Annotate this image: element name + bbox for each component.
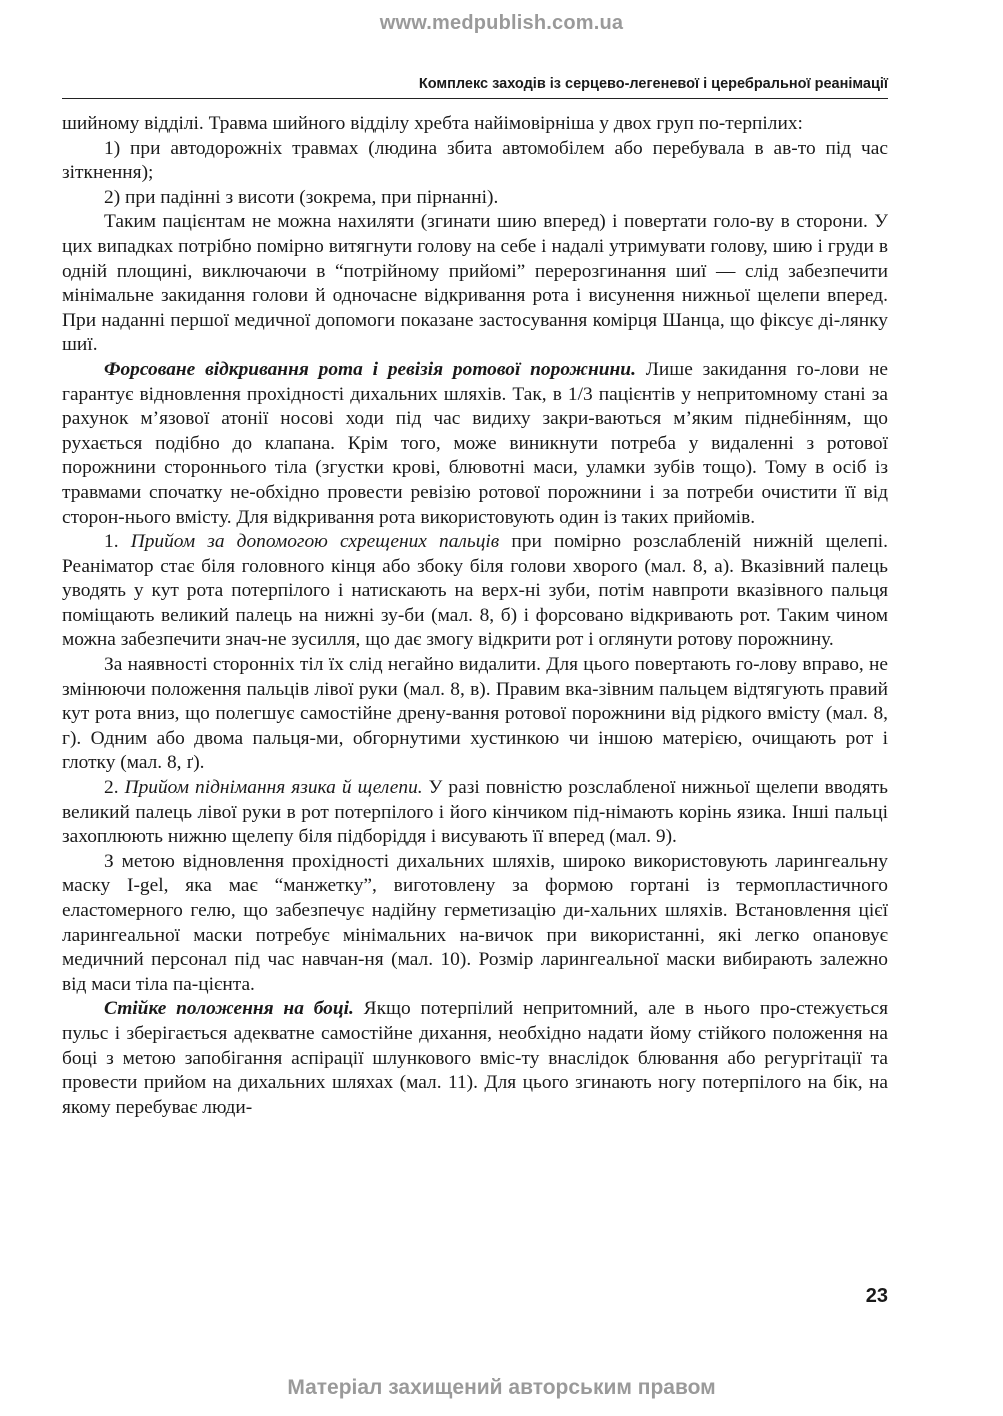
- paragraph-text: За наявності сторонніх тіл їх слід негайно видалити. Для цього повертають го-лову вправо, не змінюючи положення пальців лівої руки (мал. 8, в). Правим вка-зівним пальцем відтягують правий кут рота вниз, що полегшує самостійне дрену-вання ротової порожнини від рідкого вмісту (мал. 8, г). Одним або двома пальця-ми, обгорнутими хустинкою чи іншою матерією, очищають рот і глотку (мал. 8, ґ).: [62, 654, 888, 774]
- paragraph-7: [62, 653, 888, 776]
- paragraph-10: [62, 997, 888, 1120]
- watermark-top: www.medpublish.com.ua: [379, 12, 624, 34]
- paragraph-9: [62, 850, 888, 998]
- method-lead: Прийом піднімання язика й щелепи.: [124, 777, 423, 799]
- watermark-bottom: Матеріал захищений авторським правом: [287, 1376, 716, 1399]
- paragraph-1: [62, 112, 888, 137]
- paragraph-text: У разі повністю розслабленої нижньої щелепи вводять великий палець лівої руки в рот потерпілого і його кінчиком під-німають корінь язика. Інші пальці захоплюють нижню щелепу біля підборіддя і висувають її вперед (мал. 9).: [62, 777, 888, 848]
- paragraph-3: [62, 186, 888, 211]
- paragraph-text: 2) при падінні з висоти (зокрема, при пірнанні).: [104, 186, 499, 208]
- header-rule: [62, 98, 888, 99]
- body-text: [62, 112, 888, 1120]
- paragraph-8: [62, 776, 888, 850]
- paragraph-5: [62, 358, 888, 530]
- paragraph-2: [62, 137, 888, 186]
- item-number: 1.: [104, 531, 131, 553]
- paragraph-text: З метою відновлення прохідності дихальних шляхів, широко використовують ларингеальну маску I-gel, яка має “манжетку”, виготовлену за формою гортані із термопластичного еластомерного гелю, що забезпечує надійну герметизацію ди-хальних шляхів. Встановлення цієї ларингеальної маски потребує мінімальних на-вичок при використанні, які легко опановує медичний персонал під час навчан-ня (мал. 10). Розмір ларингеальної маски вибирають залежно від маси тіла па-цієнта.: [62, 850, 888, 995]
- paragraph-4: [62, 210, 888, 358]
- paragraph-text: Якщо потерпілий непритомний, але в нього про-стежується пульс і зберігається адекватне самостійне дихання, необхідно надати йому стійкого положення на боці з метою запобігання аспірації шлункового вміс-ту внаслідок блювання або регургітації та провести прийом на дихальних шляхах (мал. 11). Для цього згинають ногу потерпілого на бік, на якому перебуває люди-: [62, 998, 888, 1118]
- paragraph-text: шийному відділі. Травма шийного відділу хребта найімовірніша у двох груп по-терпілих:: [62, 113, 803, 134]
- item-number: 2.: [104, 777, 125, 799]
- method-lead: Прийом за допомогою схрещених пальців: [130, 531, 500, 553]
- paragraph-text: Таким пацієнтам не можна нахиляти (згинати шию вперед) і повертати голо-ву в сторони. У цих випадках потрібно помірно витягнути голову на себе і надалі утримувати голову, шию і груди в одній площині, виключаючи в “потрійному прийомі” перерозгинання шиї — слід забезпечити мінімальне закидання голови й одночасне відкривання рота і висунення нижньої щелепи вперед. При наданні першої медичної допомоги показане застосування комірця Шанца, що фіксує ді-лянку шиї.: [62, 211, 888, 356]
- running-header: Комплекс заходів із серцево-легеневої і церебральної реанімації: [418, 76, 888, 92]
- paragraph-text: Лише закидання го-лови не гарантує відновлення прохідності дихальних шляхів. Так, в 1/3 пацієнтів у непритомному стані за рахунок м’язової атонії носові ходи під час видиху закри-ваються м’яким піднебінням, що рухається подібно до клапана. Крім того, може виникнути потреба у видаленні з ротової порожнини стороннього тіла (згустки крові, блювотні маси, уламки зубів тощо). Тому в осіб із травмами спочатку не-обхідно провести ревізію ротової порожнини і за потреби очистити її від сторон-нього вмісту. Для відкривання рота використовують один із таких прийомів.: [62, 358, 888, 528]
- paragraph-text: 1) при автодорожніх травмах (людина збита автомобілем або перебувала в ав-то під час зіткнення);: [62, 137, 888, 184]
- section-lead: Форсоване відкривання рота і ревізія ротової порожнини.: [104, 358, 636, 380]
- paragraph-text: при помірно розслабленій нижній щелепі. Реаніматор стає біля головного кінця або збоку біля голови хворого (мал. 8, а). Вказівний палець уводять у кут рота потерпілого і натискають на верх-ні зуби, потім навпроти вказівного пальця поміщають великий палець на нижні зу-би (мал. 8, б) і форсовано відкривають рот. Таким чином можна забезпечити знач-не зусилля, що дає змогу відкрити рот і оглянути ротову порожнину.: [62, 531, 889, 651]
- page-number: 23: [865, 1285, 888, 1307]
- paragraph-6: [62, 530, 888, 653]
- section-lead: Стійке положення на боці.: [104, 998, 354, 1020]
